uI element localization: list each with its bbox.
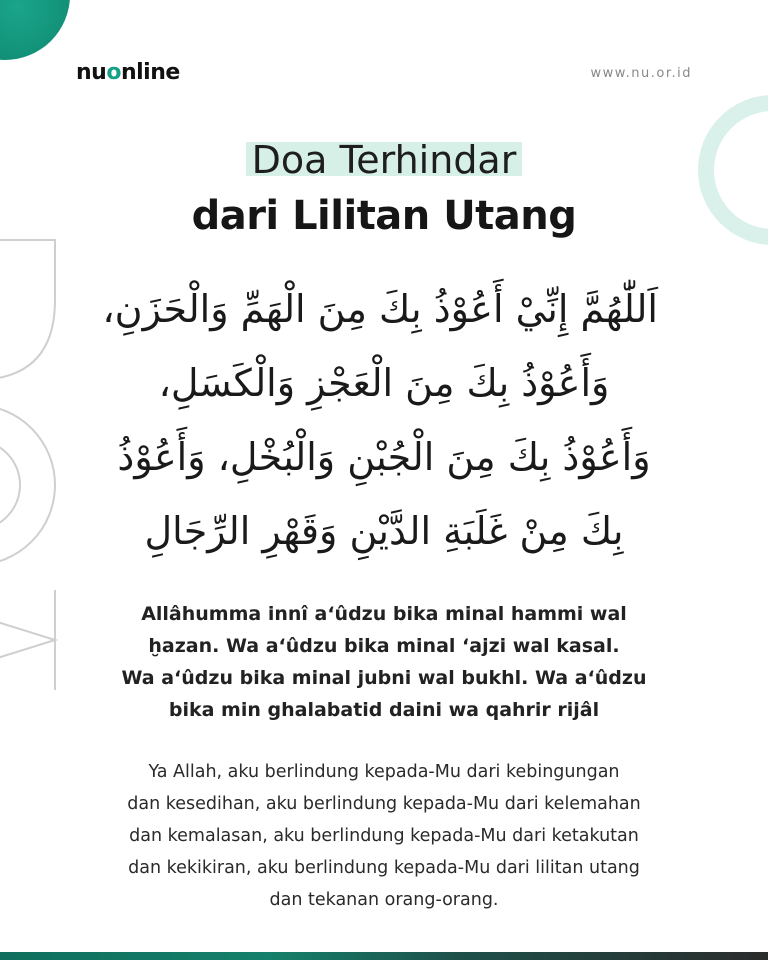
translation-line: dan tekanan orang-orang. [269, 890, 499, 910]
title-line1-wrap [0, 138, 768, 182]
translation-line: dan kesedihan, aku berlindung kepada-Mu dari kelemahan [127, 794, 641, 814]
corner-decoration [0, 0, 70, 60]
logo-part-o: o [106, 60, 121, 85]
latin-line: ḫazan. Wa a‘ûdzu bika minal ‘ajzi wal kasal. [148, 635, 620, 657]
nu-online-logo [76, 60, 180, 85]
translation-line: Ya Allah, aku berlindung kepada-Mu dari kebingungan [148, 762, 620, 782]
translation-line: dan kemalasan, aku berlindung kepada-Mu dari ketakutan [129, 826, 639, 846]
title-line2: dari Lilitan Utang [191, 193, 577, 239]
arabic-line: اَللّٰهُمَّ إِنِّيْ أَعُوْذُ بِكَ مِنَ الْهَمِّ وَالْحَزَنِ، [102, 287, 658, 331]
latin-line: Wa a‘ûdzu bika minal jubni wal bukhl. Wa a‘ûdzu [121, 667, 647, 689]
latin-line: bika min ghalabatid daini wa qahrir rijâl [168, 699, 600, 721]
latin-line: Allâhumma innî a‘ûdzu bika minal hammi wal [141, 603, 627, 625]
arabic-line: وَأَعُوْذُ بِكَ مِنَ الْعَجْزِ وَالْكَسَلِ، [158, 361, 610, 405]
arabic-prayer [102, 272, 658, 568]
title-line1: Doa Terhindar [246, 138, 523, 182]
translation-line: dan kekikiran, aku berlindung kepada-Mu dari lilitan utang [128, 858, 640, 878]
bottom-accent-bar [0, 952, 768, 960]
indonesian-translation [80, 756, 688, 916]
arabic-line: بِكَ مِنْ غَلَبَةِ الدَّيْنِ وَقَهْرِ الرِّجَالِ [144, 509, 624, 553]
latin-transliteration [90, 598, 678, 726]
logo-part-nline: nline [120, 60, 180, 85]
logo-part-nu: nu [76, 60, 107, 85]
website-url: www.nu.or.id [590, 66, 692, 81]
arabic-line: وَأَعُوْذُ بِكَ مِنَ الْجُبْنِ وَالْبُخْلِ، وَأَعُوْذُ [117, 435, 651, 479]
ghost-word-doa [0, 230, 85, 750]
